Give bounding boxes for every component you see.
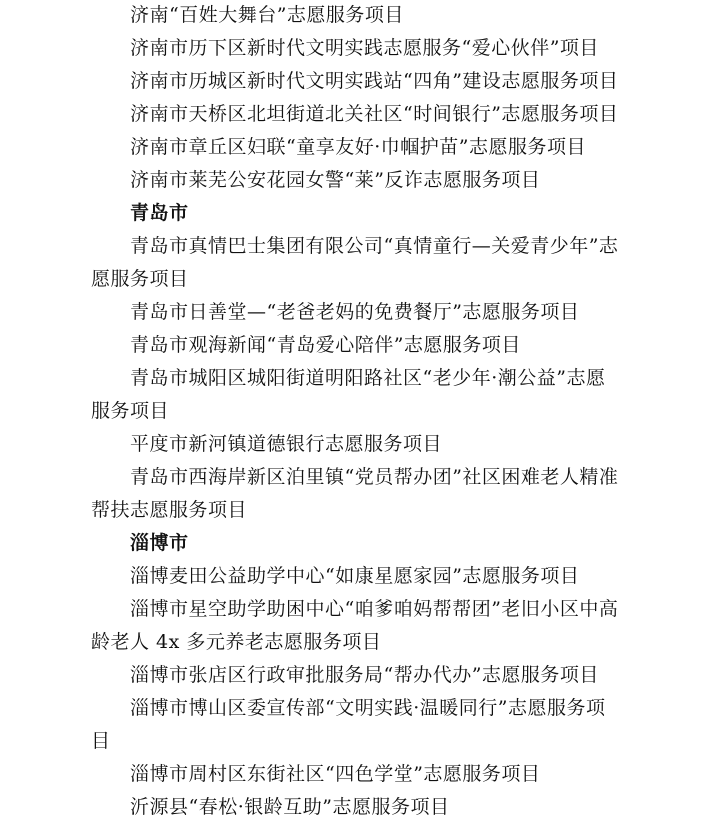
list-item: 淄博市张店区行政审批服务局“帮办代办”志愿服务项目 (130, 664, 599, 686)
list-item: 济南“百姓大舞台”志愿服务项目 (130, 4, 404, 26)
list-item: 平度市新河镇道德银行志愿服务项目 (130, 433, 443, 455)
section-heading-qingdao: 青岛市 (130, 202, 189, 224)
list-item: 淄博麦田公益助学中心“如康星愿家园”志愿服务项目 (130, 565, 580, 587)
list-item: 济南市天桥区北坦街道北关社区“时间银行”志愿服务项目 (130, 103, 619, 125)
list-item: 淄博市博山区委宣传部“文明实践·温暖同行”志愿服务项 (130, 697, 606, 719)
list-item: 青岛市日善堂—“老爸老妈的免费餐厅”志愿服务项目 (130, 301, 580, 323)
list-item-continuation: 服务项目 (91, 400, 170, 422)
list-item: 青岛市真情巴士集团有限公司“真情童行—关爱青少年”志 (130, 235, 619, 257)
list-item: 济南市历城区新时代文明实践站“四角”建设志愿服务项目 (130, 70, 619, 92)
list-item: 青岛市西海岸新区泊里镇“党员帮办团”社区困难老人精准 (130, 466, 619, 488)
section-heading-zibo: 淄博市 (130, 532, 189, 554)
list-item-continuation: 帮扶志愿服务项目 (91, 499, 248, 521)
list-item: 沂源县“春松·银龄互助”志愿服务项目 (130, 796, 450, 818)
list-item: 济南市莱芜公安花园女警“莱”反诈志愿服务项目 (130, 169, 541, 191)
list-item: 济南市章丘区妇联“童享友好·巾帼护苗”志愿服务项目 (130, 136, 586, 158)
list-item: 青岛市城阳区城阳街道明阳路社区“老少年·潮公益”志愿 (130, 367, 606, 389)
list-item: 青岛市观海新闻“青岛爱心陪伴”志愿服务项目 (130, 334, 521, 356)
list-item-continuation: 龄老人 4x 多元养老志愿服务项目 (91, 631, 382, 653)
list-item: 淄博市星空助学助困中心“咱爹咱妈帮帮团”老旧小区中高 (130, 598, 619, 620)
list-item: 济南市历下区新时代文明实践志愿服务“爱心伙伴”项目 (130, 37, 599, 59)
list-item: 淄博市周村区东街社区“四色学堂”志愿服务项目 (130, 763, 541, 785)
list-item-continuation: 目 (91, 730, 111, 752)
list-item-continuation: 愿服务项目 (91, 268, 189, 290)
